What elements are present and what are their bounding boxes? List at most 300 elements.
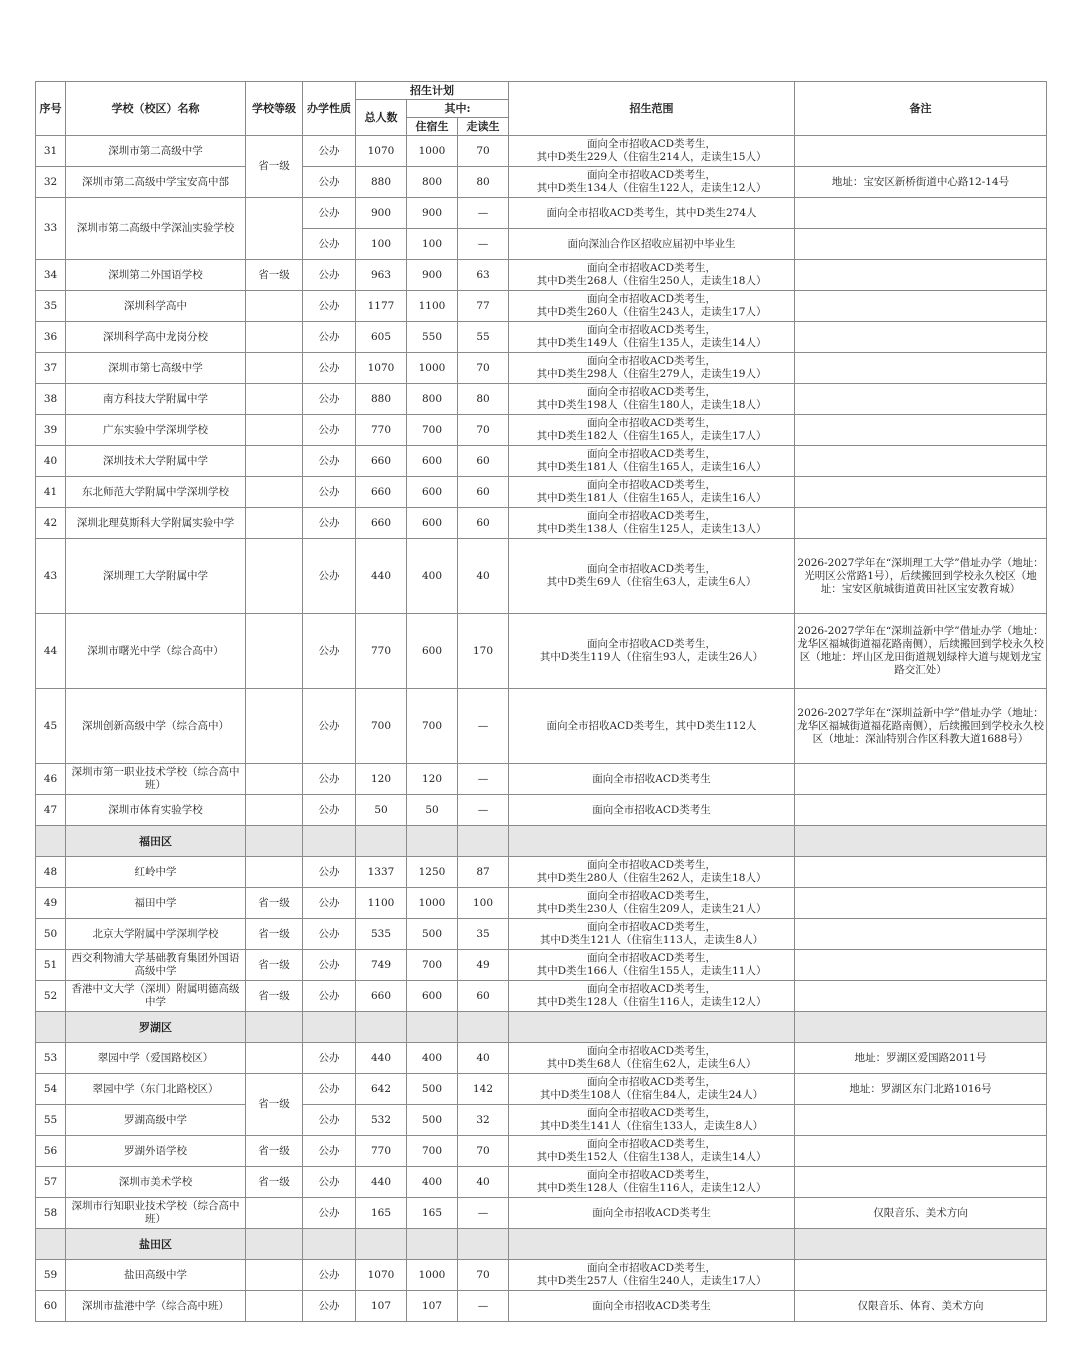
cell-day: — bbox=[458, 229, 509, 260]
cell-board: 400 bbox=[407, 539, 458, 614]
cell-seq: 37 bbox=[36, 353, 66, 384]
cell-board: 550 bbox=[407, 322, 458, 353]
cell-day: 55 bbox=[458, 322, 509, 353]
cell-school-name: 深圳市第二高级中学 bbox=[66, 136, 246, 167]
cell-seq: 48 bbox=[36, 857, 66, 888]
cell-grade: 省一级 bbox=[246, 1167, 303, 1198]
cell-board: 400 bbox=[407, 1043, 458, 1074]
cell-seq: 50 bbox=[36, 919, 66, 950]
cell-school-name: 翠园中学（爱国路校区） bbox=[66, 1043, 246, 1074]
cell-nature: 公办 bbox=[303, 260, 356, 291]
cell-seq: 35 bbox=[36, 291, 66, 322]
cell-grade: 省一级 bbox=[246, 260, 303, 291]
cell-board: 500 bbox=[407, 919, 458, 950]
district-empty-cell bbox=[509, 1229, 795, 1260]
cell-seq: 56 bbox=[36, 1136, 66, 1167]
table-row bbox=[36, 888, 1047, 919]
table-row bbox=[36, 614, 1047, 689]
cell-school-name: 罗湖高级中学 bbox=[66, 1105, 246, 1136]
table-row bbox=[36, 764, 1047, 795]
district-seq-cell bbox=[36, 1229, 66, 1260]
cell-grade bbox=[246, 1291, 303, 1322]
cell-day: — bbox=[458, 198, 509, 229]
district-empty-cell bbox=[246, 1229, 303, 1260]
cell-day: 87 bbox=[458, 857, 509, 888]
cell-day: 63 bbox=[458, 260, 509, 291]
district-empty-cell bbox=[356, 1229, 407, 1260]
table-row bbox=[36, 446, 1047, 477]
cell-board: 600 bbox=[407, 508, 458, 539]
cell-total: 1337 bbox=[356, 857, 407, 888]
district-empty-cell bbox=[795, 826, 1047, 857]
cell-seq: 44 bbox=[36, 614, 66, 689]
cell-board: 800 bbox=[407, 384, 458, 415]
cell-day: 49 bbox=[458, 950, 509, 981]
cell-scope: 面向全市招收ACD类考生， 其中D类生280人（住宿生262人，走读生18人） bbox=[509, 857, 795, 888]
cell-scope: 面向全市招收ACD类考生， 其中D类生268人（住宿生250人，走读生18人） bbox=[509, 260, 795, 291]
district-empty-cell bbox=[458, 826, 509, 857]
cell-scope: 面向全市招收ACD类考生， 其中D类生121人（住宿生113人，走读生8人） bbox=[509, 919, 795, 950]
cell-board: 900 bbox=[407, 198, 458, 229]
cell-scope: 面向全市招收ACD类考生 bbox=[509, 764, 795, 795]
cell-board: 107 bbox=[407, 1291, 458, 1322]
cell-total: 1070 bbox=[356, 1260, 407, 1291]
cell-grade: 省一级 bbox=[246, 136, 303, 198]
table-row bbox=[36, 1291, 1047, 1322]
cell-day: — bbox=[458, 689, 509, 764]
cell-note bbox=[795, 1260, 1047, 1291]
cell-nature: 公办 bbox=[303, 981, 356, 1012]
cell-scope: 面向全市招收ACD类考生， 其中D类生230人（住宿生209人，走读生21人） bbox=[509, 888, 795, 919]
cell-school-name: 盐田高级中学 bbox=[66, 1260, 246, 1291]
cell-board: 1000 bbox=[407, 136, 458, 167]
cell-scope: 面向全市招收ACD类考生 bbox=[509, 1198, 795, 1229]
cell-note bbox=[795, 888, 1047, 919]
district-empty-cell bbox=[795, 1012, 1047, 1043]
table-row bbox=[36, 167, 1047, 198]
cell-board: 100 bbox=[407, 229, 458, 260]
cell-seq: 41 bbox=[36, 477, 66, 508]
cell-day: 70 bbox=[458, 136, 509, 167]
cell-school-name: 深圳市美术学校 bbox=[66, 1167, 246, 1198]
cell-seq: 38 bbox=[36, 384, 66, 415]
cell-school-name: 北京大学附属中学深圳学校 bbox=[66, 919, 246, 950]
cell-note bbox=[795, 1105, 1047, 1136]
cell-seq: 47 bbox=[36, 795, 66, 826]
cell-day: 32 bbox=[458, 1105, 509, 1136]
cell-school-name: 广东实验中学深圳学校 bbox=[66, 415, 246, 446]
cell-nature: 公办 bbox=[303, 167, 356, 198]
cell-grade bbox=[246, 477, 303, 508]
cell-day: 60 bbox=[458, 477, 509, 508]
cell-note: 仅限音乐、美术方向 bbox=[795, 1198, 1047, 1229]
cell-total: 642 bbox=[356, 1074, 407, 1105]
cell-nature: 公办 bbox=[303, 384, 356, 415]
cell-board: 1250 bbox=[407, 857, 458, 888]
cell-nature: 公办 bbox=[303, 198, 356, 229]
table-row bbox=[36, 950, 1047, 981]
district-empty-cell bbox=[458, 1012, 509, 1043]
cell-nature: 公办 bbox=[303, 136, 356, 167]
cell-seq: 60 bbox=[36, 1291, 66, 1322]
cell-school-name: 深圳市第七高级中学 bbox=[66, 353, 246, 384]
district-empty-cell bbox=[303, 1229, 356, 1260]
cell-nature: 公办 bbox=[303, 322, 356, 353]
cell-total: 660 bbox=[356, 981, 407, 1012]
cell-nature: 公办 bbox=[303, 888, 356, 919]
cell-seq: 54 bbox=[36, 1074, 66, 1105]
cell-nature: 公办 bbox=[303, 1198, 356, 1229]
table-row bbox=[36, 1198, 1047, 1229]
cell-nature: 公办 bbox=[303, 477, 356, 508]
cell-scope: 面向全市招收ACD类考生， 其中D类生257人（住宿生240人，走读生17人） bbox=[509, 1260, 795, 1291]
cell-seq: 46 bbox=[36, 764, 66, 795]
cell-scope: 面向全市招收ACD类考生， 其中D类生298人（住宿生279人，走读生19人） bbox=[509, 353, 795, 384]
cell-board: 700 bbox=[407, 415, 458, 446]
district-name: 盐田区 bbox=[66, 1229, 246, 1260]
cell-nature: 公办 bbox=[303, 857, 356, 888]
cell-total: 605 bbox=[356, 322, 407, 353]
cell-day: 80 bbox=[458, 384, 509, 415]
cell-day: 40 bbox=[458, 1167, 509, 1198]
cell-total: 120 bbox=[356, 764, 407, 795]
cell-note bbox=[795, 229, 1047, 260]
cell-scope: 面向全市招收ACD类考生，其中D类生112人 bbox=[509, 689, 795, 764]
cell-scope: 面向深汕合作区招收应届初中毕业生 bbox=[509, 229, 795, 260]
cell-nature: 公办 bbox=[303, 1136, 356, 1167]
cell-grade bbox=[246, 857, 303, 888]
cell-grade: 省一级 bbox=[246, 1136, 303, 1167]
district-empty-cell bbox=[458, 1229, 509, 1260]
cell-total: 440 bbox=[356, 539, 407, 614]
table-row bbox=[36, 1167, 1047, 1198]
cell-grade bbox=[246, 198, 303, 260]
cell-day: 60 bbox=[458, 508, 509, 539]
cell-total: 440 bbox=[356, 1043, 407, 1074]
cell-grade: 省一级 bbox=[246, 981, 303, 1012]
cell-scope: 面向全市招收ACD类考生， 其中D类生152人（住宿生138人，走读生14人） bbox=[509, 1136, 795, 1167]
table-row bbox=[36, 384, 1047, 415]
table-row bbox=[36, 981, 1047, 1012]
cell-school-name: 深圳市盐港中学（综合高中班） bbox=[66, 1291, 246, 1322]
district-empty-cell bbox=[407, 1229, 458, 1260]
cell-nature: 公办 bbox=[303, 446, 356, 477]
cell-day: 40 bbox=[458, 1043, 509, 1074]
cell-board: 400 bbox=[407, 1167, 458, 1198]
cell-note bbox=[795, 198, 1047, 229]
cell-total: 700 bbox=[356, 689, 407, 764]
cell-day: 142 bbox=[458, 1074, 509, 1105]
cell-school-name: 深圳市第一职业技术学校（综合高中班） bbox=[66, 764, 246, 795]
cell-total: 100 bbox=[356, 229, 407, 260]
cell-scope: 面向全市招收ACD类考生， 其中D类生182人（住宿生165人，走读生17人） bbox=[509, 415, 795, 446]
cell-note bbox=[795, 322, 1047, 353]
cell-scope: 面向全市招收ACD类考生，其中D类生274人 bbox=[509, 198, 795, 229]
cell-total: 660 bbox=[356, 477, 407, 508]
table-row bbox=[36, 539, 1047, 614]
cell-seq: 53 bbox=[36, 1043, 66, 1074]
table-row bbox=[36, 795, 1047, 826]
cell-scope: 面向全市招收ACD类考生， 其中D类生69人（住宿生63人，走读生6人） bbox=[509, 539, 795, 614]
table-row bbox=[36, 322, 1047, 353]
cell-board: 120 bbox=[407, 764, 458, 795]
header-name: 学校（校区）名称 bbox=[66, 82, 246, 136]
cell-day: 70 bbox=[458, 1260, 509, 1291]
cell-board: 900 bbox=[407, 260, 458, 291]
cell-day: 70 bbox=[458, 1136, 509, 1167]
cell-note bbox=[795, 950, 1047, 981]
header-grade: 学校等级 bbox=[246, 82, 303, 136]
cell-total: 749 bbox=[356, 950, 407, 981]
cell-nature: 公办 bbox=[303, 689, 356, 764]
cell-scope: 面向全市招收ACD类考生， 其中D类生128人（住宿生116人，走读生12人） bbox=[509, 981, 795, 1012]
cell-total: 660 bbox=[356, 446, 407, 477]
cell-total: 770 bbox=[356, 614, 407, 689]
district-name: 罗湖区 bbox=[66, 1012, 246, 1043]
cell-seq: 52 bbox=[36, 981, 66, 1012]
header-seq: 序号 bbox=[36, 82, 66, 136]
cell-note bbox=[795, 795, 1047, 826]
cell-nature: 公办 bbox=[303, 508, 356, 539]
cell-day: 60 bbox=[458, 981, 509, 1012]
cell-scope: 面向全市招收ACD类考生， 其中D类生119人（住宿生93人，走读生26人） bbox=[509, 614, 795, 689]
cell-note: 地址：罗湖区东门北路1016号 bbox=[795, 1074, 1047, 1105]
cell-nature: 公办 bbox=[303, 415, 356, 446]
cell-nature: 公办 bbox=[303, 1260, 356, 1291]
table-row bbox=[36, 1136, 1047, 1167]
cell-note: 2026-2027学年在“深圳益新中学”借址办学（地址：龙华区福城街道福花路南侧），后续搬回到学校永久校区（地址：深汕特别合作区科教大道1688号） bbox=[795, 689, 1047, 764]
cell-total: 660 bbox=[356, 508, 407, 539]
cell-day: — bbox=[458, 764, 509, 795]
cell-grade bbox=[246, 291, 303, 322]
cell-day: 77 bbox=[458, 291, 509, 322]
cell-board: 700 bbox=[407, 689, 458, 764]
cell-grade bbox=[246, 689, 303, 764]
cell-board: 50 bbox=[407, 795, 458, 826]
cell-scope: 面向全市招收ACD类考生， 其中D类生141人（住宿生133人，走读生8人） bbox=[509, 1105, 795, 1136]
cell-scope: 面向全市招收ACD类考生， 其中D类生260人（住宿生243人，走读生17人） bbox=[509, 291, 795, 322]
cell-note bbox=[795, 1167, 1047, 1198]
cell-total: 535 bbox=[356, 919, 407, 950]
cell-seq: 57 bbox=[36, 1167, 66, 1198]
cell-scope: 面向全市招收ACD类考生， 其中D类生134人（住宿生122人，走读生12人） bbox=[509, 167, 795, 198]
cell-school-name: 深圳第二外国语学校 bbox=[66, 260, 246, 291]
cell-total: 1070 bbox=[356, 136, 407, 167]
cell-note bbox=[795, 136, 1047, 167]
table-row bbox=[36, 919, 1047, 950]
cell-note bbox=[795, 981, 1047, 1012]
cell-school-name: 香港中文大学（深圳）附属明德高级中学 bbox=[66, 981, 246, 1012]
cell-grade bbox=[246, 322, 303, 353]
cell-note bbox=[795, 764, 1047, 795]
cell-total: 107 bbox=[356, 1291, 407, 1322]
cell-school-name: 深圳技术大学附属中学 bbox=[66, 446, 246, 477]
cell-scope: 面向全市招收ACD类考生， 其中D类生181人（住宿生165人，走读生16人） bbox=[509, 477, 795, 508]
cell-grade bbox=[246, 795, 303, 826]
cell-grade bbox=[246, 415, 303, 446]
cell-grade: 省一级 bbox=[246, 919, 303, 950]
cell-note bbox=[795, 1136, 1047, 1167]
cell-scope: 面向全市招收ACD类考生， 其中D类生229人（住宿生214人，走读生15人） bbox=[509, 136, 795, 167]
district-empty-cell bbox=[246, 1012, 303, 1043]
cell-seq: 31 bbox=[36, 136, 66, 167]
cell-seq: 45 bbox=[36, 689, 66, 764]
cell-note bbox=[795, 384, 1047, 415]
cell-seq: 36 bbox=[36, 322, 66, 353]
cell-board: 600 bbox=[407, 477, 458, 508]
cell-nature: 公办 bbox=[303, 1167, 356, 1198]
table-row bbox=[36, 1043, 1047, 1074]
table-row bbox=[36, 1260, 1047, 1291]
cell-grade bbox=[246, 1198, 303, 1229]
cell-day: 60 bbox=[458, 446, 509, 477]
cell-day: 70 bbox=[458, 353, 509, 384]
cell-total: 900 bbox=[356, 198, 407, 229]
table-row bbox=[36, 857, 1047, 888]
cell-seq: 49 bbox=[36, 888, 66, 919]
cell-nature: 公办 bbox=[303, 795, 356, 826]
cell-nature: 公办 bbox=[303, 614, 356, 689]
cell-school-name: 西交利物浦大学基础教育集团外国语高级中学 bbox=[66, 950, 246, 981]
cell-nature: 公办 bbox=[303, 764, 356, 795]
cell-nature: 公办 bbox=[303, 1291, 356, 1322]
cell-board: 1100 bbox=[407, 291, 458, 322]
cell-seq: 34 bbox=[36, 260, 66, 291]
cell-school-name: 深圳科学高中 bbox=[66, 291, 246, 322]
cell-nature: 公办 bbox=[303, 229, 356, 260]
district-empty-cell bbox=[795, 1229, 1047, 1260]
cell-total: 1177 bbox=[356, 291, 407, 322]
cell-school-name: 深圳市曙光中学（综合高中） bbox=[66, 614, 246, 689]
cell-scope: 面向全市招收ACD类考生 bbox=[509, 795, 795, 826]
cell-seq: 59 bbox=[36, 1260, 66, 1291]
table-row bbox=[36, 508, 1047, 539]
cell-board: 500 bbox=[407, 1074, 458, 1105]
cell-nature: 公办 bbox=[303, 919, 356, 950]
cell-note bbox=[795, 477, 1047, 508]
cell-total: 880 bbox=[356, 167, 407, 198]
district-empty-cell bbox=[407, 1012, 458, 1043]
district-empty-cell bbox=[303, 826, 356, 857]
cell-seq: 40 bbox=[36, 446, 66, 477]
cell-note bbox=[795, 291, 1047, 322]
cell-note bbox=[795, 446, 1047, 477]
cell-grade bbox=[246, 539, 303, 614]
cell-school-name: 红岭中学 bbox=[66, 857, 246, 888]
cell-total: 963 bbox=[356, 260, 407, 291]
cell-note bbox=[795, 857, 1047, 888]
cell-school-name: 深圳市第二高级中学宝安高中部 bbox=[66, 167, 246, 198]
table-row bbox=[36, 477, 1047, 508]
cell-day: 100 bbox=[458, 888, 509, 919]
cell-grade: 省一级 bbox=[246, 1074, 303, 1136]
cell-note bbox=[795, 508, 1047, 539]
table-row bbox=[36, 1074, 1047, 1105]
district-empty-cell bbox=[407, 826, 458, 857]
cell-scope: 面向全市招收ACD类考生， 其中D类生138人（住宿生125人，走读生13人） bbox=[509, 508, 795, 539]
header-board: 住宿生 bbox=[407, 118, 458, 136]
district-row bbox=[36, 1012, 1047, 1043]
cell-day: 40 bbox=[458, 539, 509, 614]
cell-seq: 33 bbox=[36, 198, 66, 260]
district-seq-cell bbox=[36, 1012, 66, 1043]
cell-scope: 面向全市招收ACD类考生， 其中D类生128人（住宿生116人，走读生12人） bbox=[509, 1167, 795, 1198]
cell-grade bbox=[246, 1260, 303, 1291]
cell-note: 2026-2027学年在“深圳理工大学”借址办学（地址：光明区公常路1号），后续搬回到学校永久校区（地址：宝安区航城街道黄田社区宝安教育城） bbox=[795, 539, 1047, 614]
cell-total: 165 bbox=[356, 1198, 407, 1229]
cell-total: 50 bbox=[356, 795, 407, 826]
cell-school-name: 福田中学 bbox=[66, 888, 246, 919]
district-empty-cell bbox=[509, 826, 795, 857]
cell-scope: 面向全市招收ACD类考生， 其中D类生68人（住宿生62人，走读生6人） bbox=[509, 1043, 795, 1074]
cell-note: 仅限音乐、体育、美术方向 bbox=[795, 1291, 1047, 1322]
header-nature: 办学性质 bbox=[303, 82, 356, 136]
cell-day: 35 bbox=[458, 919, 509, 950]
district-row bbox=[36, 826, 1047, 857]
cell-board: 600 bbox=[407, 446, 458, 477]
cell-nature: 公办 bbox=[303, 1074, 356, 1105]
cell-nature: 公办 bbox=[303, 539, 356, 614]
cell-scope: 面向全市招收ACD类考生， 其中D类生166人（住宿生155人，走读生11人） bbox=[509, 950, 795, 981]
table-row bbox=[36, 136, 1047, 167]
cell-school-name: 翠园中学（东门北路校区） bbox=[66, 1074, 246, 1105]
cell-nature: 公办 bbox=[303, 291, 356, 322]
cell-grade bbox=[246, 764, 303, 795]
cell-total: 770 bbox=[356, 1136, 407, 1167]
district-empty-cell bbox=[509, 1012, 795, 1043]
cell-scope: 面向全市招收ACD类考生， 其中D类生198人（住宿生180人，走读生18人） bbox=[509, 384, 795, 415]
cell-school-name: 深圳创新高级中学（综合高中） bbox=[66, 689, 246, 764]
cell-grade: 省一级 bbox=[246, 888, 303, 919]
cell-nature: 公办 bbox=[303, 353, 356, 384]
cell-total: 440 bbox=[356, 1167, 407, 1198]
cell-board: 1000 bbox=[407, 1260, 458, 1291]
district-name: 福田区 bbox=[66, 826, 246, 857]
district-row bbox=[36, 1229, 1047, 1260]
cell-day: 70 bbox=[458, 415, 509, 446]
table-row bbox=[36, 291, 1047, 322]
cell-seq: 51 bbox=[36, 950, 66, 981]
cell-seq: 55 bbox=[36, 1105, 66, 1136]
cell-note bbox=[795, 260, 1047, 291]
table-row bbox=[36, 1105, 1047, 1136]
cell-nature: 公办 bbox=[303, 1043, 356, 1074]
cell-seq: 58 bbox=[36, 1198, 66, 1229]
cell-day: 170 bbox=[458, 614, 509, 689]
cell-board: 600 bbox=[407, 981, 458, 1012]
cell-board: 700 bbox=[407, 1136, 458, 1167]
header-note: 备注 bbox=[795, 82, 1047, 136]
header-plan: 招生计划 bbox=[356, 82, 509, 100]
cell-note: 地址：宝安区新桥街道中心路12-14号 bbox=[795, 167, 1047, 198]
cell-total: 880 bbox=[356, 384, 407, 415]
table-body bbox=[36, 136, 1047, 1322]
cell-total: 770 bbox=[356, 415, 407, 446]
cell-grade bbox=[246, 614, 303, 689]
district-empty-cell bbox=[303, 1012, 356, 1043]
district-seq-cell bbox=[36, 826, 66, 857]
cell-grade bbox=[246, 1043, 303, 1074]
district-empty-cell bbox=[356, 826, 407, 857]
cell-board: 1000 bbox=[407, 353, 458, 384]
table-row bbox=[36, 198, 1047, 229]
cell-school-name: 深圳市体育实验学校 bbox=[66, 795, 246, 826]
cell-day: — bbox=[458, 1198, 509, 1229]
cell-day: — bbox=[458, 1291, 509, 1322]
table-row bbox=[36, 260, 1047, 291]
cell-board: 600 bbox=[407, 614, 458, 689]
cell-seq: 42 bbox=[36, 508, 66, 539]
